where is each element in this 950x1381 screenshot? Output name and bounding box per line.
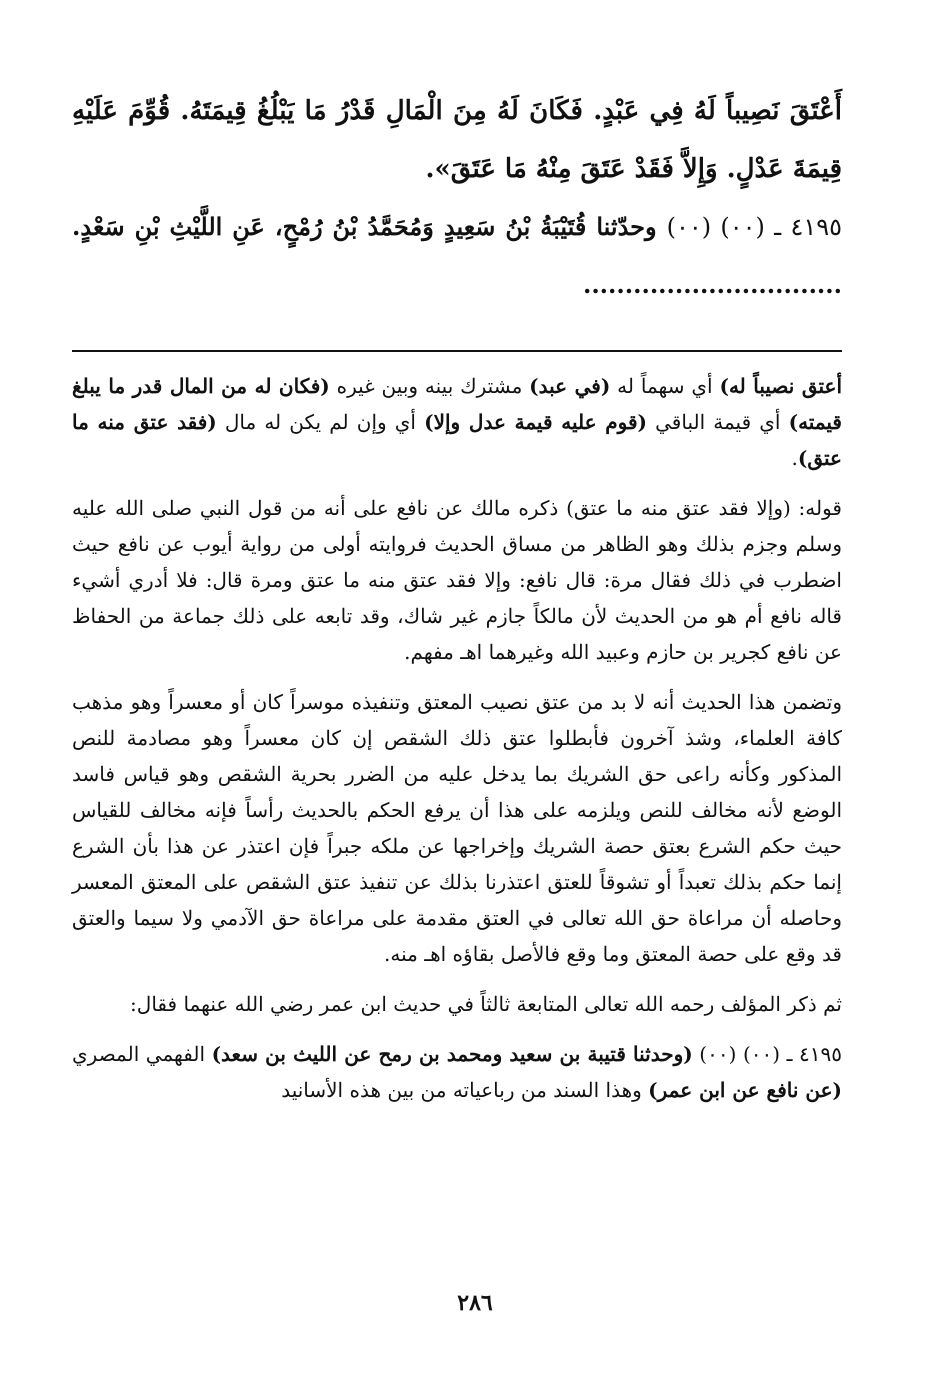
commentary-paragraph-4: ثم ذكر المؤلف رحمه الله تعالى المتابعة ثالثاً في حديث ابن عمر رضي الله عنهما فقال: — [130, 992, 842, 1016]
quoted-phrase: (فكان له من المال قدر ما يبلغ قيمته) — [72, 374, 842, 434]
page-number: ٢٨٦ — [457, 1290, 493, 1316]
quoted-phrase: (عن نافع عن ابن عمر) — [648, 1078, 842, 1102]
narration-number: ٤١٩٥ ـ (٠٠) (٠٠) — [666, 213, 843, 241]
hadith-text: أَعْتَقَ نَصِيباً لَهُ فِي عَبْدٍ. فَكَانَ لَهُ مِنَ الْمَالِ قَدْرُ مَا يَبْلُغُ قِيمَتَهُ. قُوِّمَ عَلَيْهِ قِيمَةَ عَدْلٍ. وَإِلاَّ فَقَدْ عَتَقَ مِنْهُ مَا عَتَقَ». — [72, 96, 842, 184]
explanation: أي سهماً له — [610, 374, 720, 398]
quoted-phrase: (وحدثنا قتيبة بن سعيد ومحمد بن رمح عن الليث بن سعد) — [211, 1042, 693, 1066]
narration-line — [72, 198, 842, 314]
quoted-phrase: (في عبد) — [529, 374, 611, 398]
quoted-phrase: (فقد عتق منه ما عتق) — [72, 410, 842, 470]
footnote-divider — [72, 350, 842, 352]
explanation: وهذا السند من رباعياته من بين هذه الأسانيد — [281, 1078, 649, 1102]
quoted-phrase: (قوم عليه قيمة عدل وإلا) — [424, 410, 648, 434]
commentary-paragraph-1 — [72, 368, 842, 476]
explanation: الفهمي المصري — [72, 1042, 212, 1066]
commentary-paragraph-3: وتضمن هذا الحديث أنه لا بد من عتق نصيب المعتق وتنفيذه موسراً كان أو معسراً وهو مذهب كافة العلماء، وشذ آخرون فأبطلوا عتق ذلك الشقص إن كان معسراً وهو مصادمة للنص المذكور وكأنه راعى حق الشريك بما يدخل عليه من الضرر بحرية الشقص وهو قياس فاسد الوضع لأنه مخالف للنص ويلزمه على هذا أن يرفع الحكم بالحديث رأساً فإنه مخالف للقياس حيث حكم الشرع بعتق حصة الشريك وإخراجها عن ملكه جبراً فإن اعتذر عن هذا بأن الشرع إنما حكم بذلك تعبداً أو تشوقاً للعتق اعتذرنا بذلك عن تنفيذ عتق الشقص على المعتق المعسر وحاصله أن مراعاة حق الله تعالى في العتق مقدمة على مراعاة حق الآدمي ولا سيما والعتق قد وقع على حصة المعتق وما وقع فالأصل بقاؤه اهـ منه. — [72, 690, 842, 966]
narration-number: ٤١٩٥ ـ (٠٠) (٠٠) — [692, 1042, 842, 1066]
narration-text: وحدّثنا قُتَيْبَةُ بْنُ سَعِيدٍ وَمُحَمَّدُ بْنُ رُمْحٍ، عَنِ اللَّيْثِ بْنِ سَعْدٍ. ............................... — [72, 212, 842, 299]
explanation: مشترك بينه وبين غيره — [329, 374, 530, 398]
commentary-paragraph-5 — [72, 1036, 842, 1108]
commentary-paragraph-2: قوله: (وإلا فقد عتق منه ما عتق) ذكره مالك عن نافع على أنه من قول النبي صلى الله عليه وسلم وجزم بذلك وهو الظاهر من مساق الحديث فروايته أولى من رواية أيوب عن نافع حيث اضطرب في ذلك فقال مرة: قال نافع: وإلا فقد عتق منه ما عتق ومرة قال: فلا أدري أشيء قاله نافع أم هو من الحديث لأن مالكاً جازم غير شاك، وقد تابعه على ذلك جماعة من الحفاظ عن نافع كجرير بن حازم وعبيد الله وغيرهما اهـ مفهم. — [72, 496, 842, 664]
quoted-phrase: أعتق نصيباً له) — [719, 374, 843, 398]
explanation: أي وإن لم يكن له مال — [216, 410, 425, 434]
explanation: أي قيمة الباقي — [647, 410, 789, 434]
explanation: . — [791, 446, 798, 470]
